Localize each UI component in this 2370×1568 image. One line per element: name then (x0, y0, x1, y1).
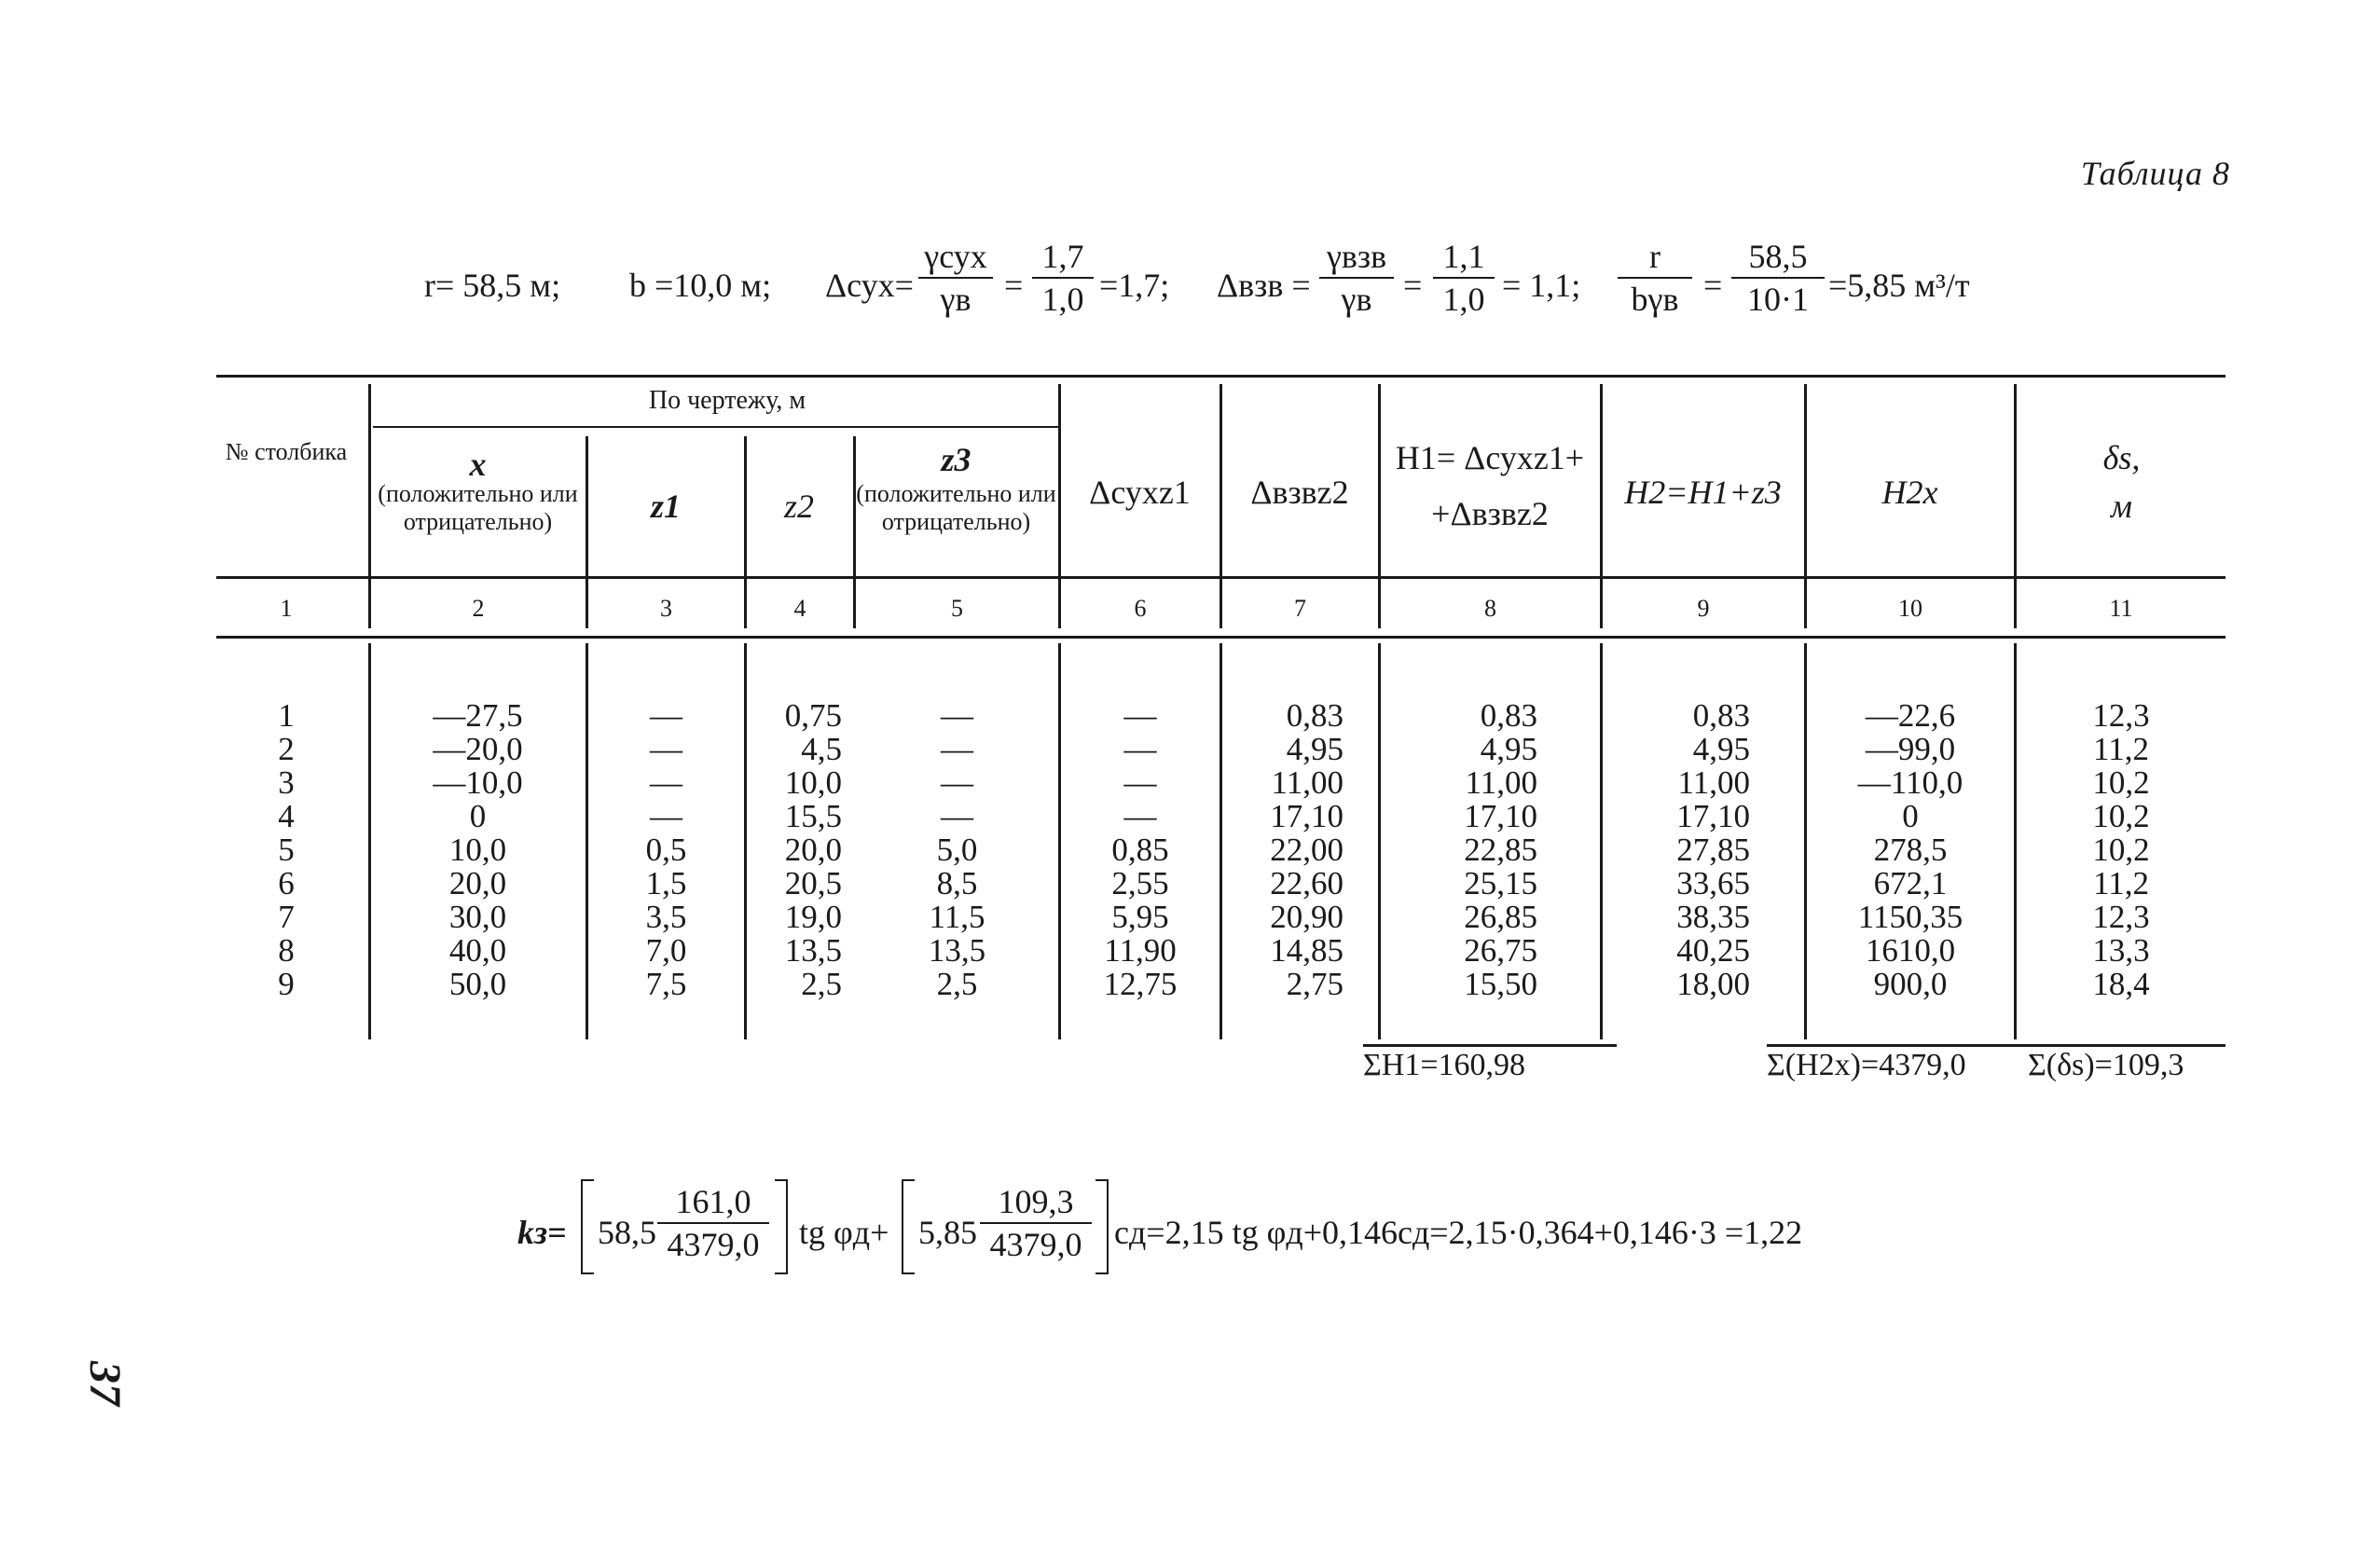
table-cell: 1,5 (645, 865, 687, 901)
table-cell: 18,4 (2092, 966, 2150, 1002)
table-cell: 4,5 (801, 731, 842, 767)
delta-sub-result: = 1,1; (1502, 267, 1581, 304)
table-cell: 13,3 (2092, 932, 2150, 969)
table-cell: —110,0 (1857, 764, 1964, 801)
table-cell: 2,5 (936, 966, 978, 1002)
table-cell: 8,5 (936, 865, 978, 901)
ratio-fraction (1618, 238, 1692, 318)
table-cell: 900,0 (1873, 966, 1948, 1002)
table-cell: 4 (278, 798, 295, 834)
colnum-10: 10 (1898, 595, 1922, 622)
table-cell: 15,50 (1464, 966, 1537, 1002)
param-delta-sub-lhs: Δвзв = (1217, 267, 1311, 304)
table-cell: 10,0 (448, 832, 507, 868)
page-number: 37 (80, 1361, 130, 1406)
colnum-3: 3 (660, 595, 672, 622)
table-cell: 5,0 (936, 832, 978, 868)
formula-fraction-2-numerator: 109,3 (980, 1183, 1092, 1224)
header-h1-line2: +Δвзвz2 (1431, 495, 1549, 532)
left-bracket-1 (581, 1179, 594, 1274)
header-h2x: H2x (1881, 474, 1938, 511)
table-cell: 13,5 (784, 932, 842, 969)
table-cell: 7,0 (645, 932, 687, 969)
header-delta-dry-z1: Δсухz1 (1089, 474, 1191, 511)
table-cell: — (650, 798, 682, 834)
table-cell: 17,10 (1676, 798, 1750, 834)
table-cell: 22,85 (1464, 832, 1537, 868)
group-header-rule (373, 426, 1058, 428)
table-cell: — (650, 697, 682, 734)
table-cell: 40,0 (448, 932, 507, 969)
header-h2: H2=H1+z3 (1624, 474, 1782, 511)
header-ds-line1: δs, (2102, 439, 2141, 476)
delta-dry-fraction (918, 238, 993, 318)
formula-lhs: kз= (517, 1214, 567, 1251)
table-cell: 0,85 (1111, 832, 1169, 868)
table-cell: 7,5 (645, 966, 687, 1002)
header-z3-var: z3 (941, 441, 971, 478)
header-z2: z2 (783, 488, 814, 525)
table-cell: 1610,0 (1865, 932, 1956, 969)
column-x (373, 699, 583, 1001)
left-bracket-2 (902, 1179, 915, 1274)
table-cell: 0,83 (1692, 697, 1750, 734)
table-cell: — (1123, 764, 1157, 801)
table-cell: 1150,35 (1857, 899, 1964, 935)
column-row-number (216, 699, 356, 1001)
table-cell: 15,5 (784, 798, 842, 834)
table-cell: 50,0 (448, 966, 507, 1002)
table-cell: 2,55 (1111, 865, 1169, 901)
table-cell: 5 (278, 832, 295, 868)
colnum-7: 7 (1294, 595, 1306, 622)
colnum-1: 1 (280, 595, 293, 622)
table-cell: — (650, 731, 682, 767)
column-h2x (1807, 699, 2014, 1001)
table-cell: 12,3 (2092, 899, 2150, 935)
equals-sign-3: = (1703, 267, 1723, 304)
table-cell: 17,10 (1464, 798, 1537, 834)
delta-dry-value-denominator: 1,0 (1041, 281, 1084, 318)
table-cell: 11,90 (1104, 932, 1177, 969)
table-cell: 19,0 (784, 899, 842, 935)
table-cell: —10,0 (433, 764, 523, 801)
table-cell: 11,2 (2093, 731, 2149, 767)
param-delta-dry-lhs: Δсух= (825, 267, 914, 304)
table-cell: 0,83 (1286, 697, 1343, 734)
table-cell: 26,85 (1464, 899, 1537, 935)
table-cell: 25,15 (1464, 865, 1537, 901)
right-bracket-1 (775, 1179, 788, 1274)
table-cell: 0,75 (784, 697, 842, 734)
table-cell: 10,0 (784, 764, 842, 801)
column-delta-sub-z2 (1222, 699, 1343, 1001)
column-z1 (588, 699, 744, 1001)
colnum-4: 4 (793, 595, 806, 622)
delta-sub-value-fraction (1433, 238, 1495, 318)
table-cell: 10,2 (2092, 764, 2150, 801)
formula-fraction-1-numerator: 161,0 (657, 1183, 769, 1224)
table-cell: 3 (278, 764, 295, 801)
table-cell: — (941, 764, 973, 801)
equals-sign-1: = (1004, 267, 1024, 304)
parameters-line (424, 238, 2065, 331)
ratio-value-numerator: 58,5 (1731, 238, 1825, 279)
colnum-bottom-rule (216, 636, 2225, 639)
table-cell: 0 (1902, 798, 1919, 834)
table-cell: —27,5 (433, 697, 523, 734)
table-cell: 10,2 (2092, 832, 2150, 868)
colnum-5: 5 (951, 595, 963, 622)
delta-sub-denominator: γв (1341, 281, 1372, 318)
col-divider-1 (368, 384, 371, 628)
column-h2 (1603, 699, 1750, 1001)
ratio-value-denominator: 10·1 (1747, 281, 1809, 318)
table-cell: — (650, 764, 682, 801)
delta-sub-value-numerator: 1,1 (1433, 238, 1495, 279)
table-cell: 10,2 (2092, 798, 2150, 834)
header-h1-line1: H1= Δсухz1+ (1395, 439, 1585, 476)
col-divider-8 (1600, 384, 1603, 628)
sum-h1: ΣH1=160,98 (1363, 1048, 1526, 1082)
table-cell: 22,60 (1270, 865, 1343, 901)
formula-middle: tg φд+ (799, 1214, 889, 1251)
delta-dry-result: =1,7; (1099, 267, 1170, 304)
colnum-6: 6 (1134, 595, 1147, 622)
column-z2 (747, 699, 842, 1001)
delta-dry-value-fraction (1032, 238, 1094, 318)
table-cell: 20,90 (1270, 899, 1343, 935)
header-x-note: (положительно или отрицательно) (378, 480, 578, 535)
delta-sub-value-denominator: 1,0 (1442, 281, 1485, 318)
k-formula (517, 1179, 1916, 1291)
formula-fraction-1 (657, 1183, 769, 1263)
table-cell: 11,00 (1677, 764, 1750, 801)
table-cell: 0,83 (1480, 697, 1537, 734)
column-z3 (856, 699, 1058, 1001)
table-cell: 40,25 (1676, 932, 1750, 969)
header-row-number: № столбика (225, 438, 348, 465)
colnum-8: 8 (1484, 595, 1496, 622)
formula-coef-1: 58,5 (598, 1214, 656, 1251)
table-cell: —99,0 (1865, 731, 1956, 767)
header-z3-note: (положительно или отрицательно) (856, 480, 1056, 535)
colnum-9: 9 (1697, 595, 1710, 622)
table-cell: 6 (278, 865, 295, 901)
table-cell: 11,00 (1271, 764, 1343, 801)
table-cell: 26,75 (1464, 932, 1537, 969)
param-b: b =10,0 м; (629, 267, 772, 304)
table-cell: 13,5 (928, 932, 986, 969)
table-cell: 4,95 (1692, 731, 1750, 767)
table-cell: 12,3 (2092, 697, 2150, 734)
table-cell: 5,95 (1111, 899, 1169, 935)
delta-dry-denominator: γв (940, 281, 971, 318)
col-divider-10 (2014, 384, 2017, 628)
sum-h2x-rule (1767, 1044, 2225, 1047)
table-cell: 12,75 (1103, 966, 1178, 1002)
table-cell: 1 (278, 697, 295, 734)
col-divider-5 (1058, 384, 1061, 628)
table-cell: 11,5 (929, 899, 985, 935)
table-top-rule (216, 375, 2225, 378)
col-divider-9 (1804, 384, 1807, 628)
column-delta-dry-z1 (1061, 699, 1219, 1001)
formula-fraction-2-denominator: 4379,0 (989, 1226, 1082, 1263)
header-z1: z1 (650, 488, 681, 525)
table-cell: 672,1 (1873, 865, 1948, 901)
table-cell: 20,0 (448, 865, 507, 901)
table-cell: 8 (278, 932, 295, 969)
formula-fraction-1-denominator: 4379,0 (667, 1226, 760, 1263)
col-divider-7 (1378, 384, 1381, 628)
formula-fraction-2 (980, 1183, 1092, 1263)
table-cell: —20,0 (433, 731, 523, 767)
table-cell: 38,35 (1676, 899, 1750, 935)
delta-dry-value-numerator: 1,7 (1032, 238, 1094, 279)
colnum-2: 2 (472, 595, 485, 622)
ratio-value-fraction (1731, 238, 1825, 318)
sum-h1-rule (1363, 1044, 1617, 1047)
header-delta-sub-z2: Δвзвz2 (1250, 474, 1349, 511)
table-cell: 11,00 (1465, 764, 1537, 801)
table-cell: — (1123, 798, 1157, 834)
table-cell: 2,75 (1286, 966, 1343, 1002)
table-cell: — (941, 731, 973, 767)
column-ds (2017, 699, 2225, 1001)
table-cell: — (1123, 731, 1157, 767)
delta-sub-fraction (1319, 238, 1394, 318)
header-group-drawing: По чертежу, м (648, 386, 806, 415)
table-cell: —22,6 (1865, 697, 1956, 734)
col-divider-6 (1219, 384, 1222, 628)
table-cell: 2 (278, 731, 295, 767)
sum-ds: Σ(δs)=109,3 (2028, 1048, 2184, 1082)
formula-tail: cд=2,15 tg φд+0,146cд=2,15·0,364+0,146·3 =1,22 (1114, 1214, 1803, 1251)
table-cell: 11,2 (2093, 865, 2149, 901)
table-cell: 278,5 (1873, 832, 1948, 868)
table-cell: 14,85 (1270, 932, 1343, 969)
table-cell: 7 (278, 899, 295, 935)
table-cell: 0 (469, 798, 487, 834)
table-cell: 30,0 (448, 899, 507, 935)
table-caption: Таблица 8 (2080, 155, 2230, 192)
delta-dry-numerator: γсух (918, 238, 993, 279)
table-cell: 20,0 (784, 832, 842, 868)
table-cell: 20,5 (784, 865, 842, 901)
table-cell: — (1123, 697, 1157, 734)
header-x-var: x (469, 446, 487, 483)
ratio-result: =5,85 м³/т (1828, 267, 1970, 304)
delta-sub-numerator: γвзв (1319, 238, 1394, 279)
formula-coef-2: 5,85 (918, 1214, 977, 1251)
body-divider-1 (368, 643, 371, 1039)
colnum-11: 11 (2109, 595, 2133, 622)
table-cell: 4,95 (1480, 731, 1537, 767)
table-cell: 0,5 (645, 832, 687, 868)
table-cell: 2,5 (801, 966, 842, 1002)
table-cell: 17,10 (1270, 798, 1343, 834)
equals-sign-2: = (1403, 267, 1423, 304)
table-cell: 33,65 (1676, 865, 1750, 901)
table-cell: — (941, 697, 973, 734)
table-cell: 18,00 (1676, 966, 1750, 1002)
table-cell: — (941, 798, 973, 834)
table-cell: 3,5 (645, 899, 687, 935)
table-cell: 22,00 (1270, 832, 1343, 868)
table-cell: 4,95 (1286, 731, 1343, 767)
column-h1 (1381, 699, 1537, 1001)
right-bracket-2 (1095, 1179, 1109, 1274)
header-ds-line2: м (2111, 488, 2132, 525)
ratio-denominator: bγв (1631, 281, 1679, 318)
ratio-numerator: r (1618, 238, 1692, 279)
sum-h2x: Σ(H2x)=4379,0 (1767, 1048, 1966, 1082)
table-cell: 9 (278, 966, 295, 1002)
param-r: r= 58,5 м; (424, 267, 561, 304)
table-cell: 27,85 (1676, 832, 1750, 868)
